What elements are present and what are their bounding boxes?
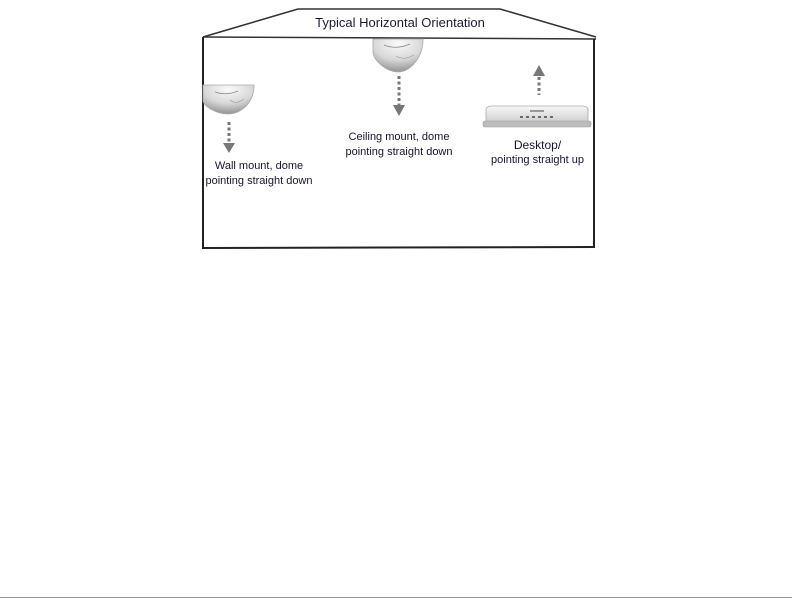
diagram-title: Typical Horizontal Orientation: [315, 15, 485, 30]
wall-mount-dome-icon: [203, 85, 254, 114]
ceiling-mount-dome-icon: [373, 39, 423, 72]
wall-mount-label-line2: pointing straight down: [205, 175, 313, 187]
desktop-label-line2: pointing straight up: [491, 154, 584, 166]
ceiling-mount-down-arrow: [393, 76, 405, 116]
desktop-up-arrow: [533, 65, 545, 95]
ceiling-mount-label: [338, 130, 460, 160]
ceiling-mount-label-line1: Ceiling mount, dome: [348, 131, 450, 143]
desktop-label: [480, 138, 595, 168]
wall-mount-label-line1: Wall mount, dome: [214, 160, 304, 172]
wall-mount-label: [199, 159, 319, 189]
wall-mount-down-arrow: [223, 122, 235, 153]
bottom-divider: [0, 597, 792, 598]
desktop-label-line1: Desktop/: [513, 138, 562, 152]
desktop-unit-icon: [483, 106, 591, 127]
ceiling-mount-label-line2: pointing straight down: [345, 146, 453, 158]
